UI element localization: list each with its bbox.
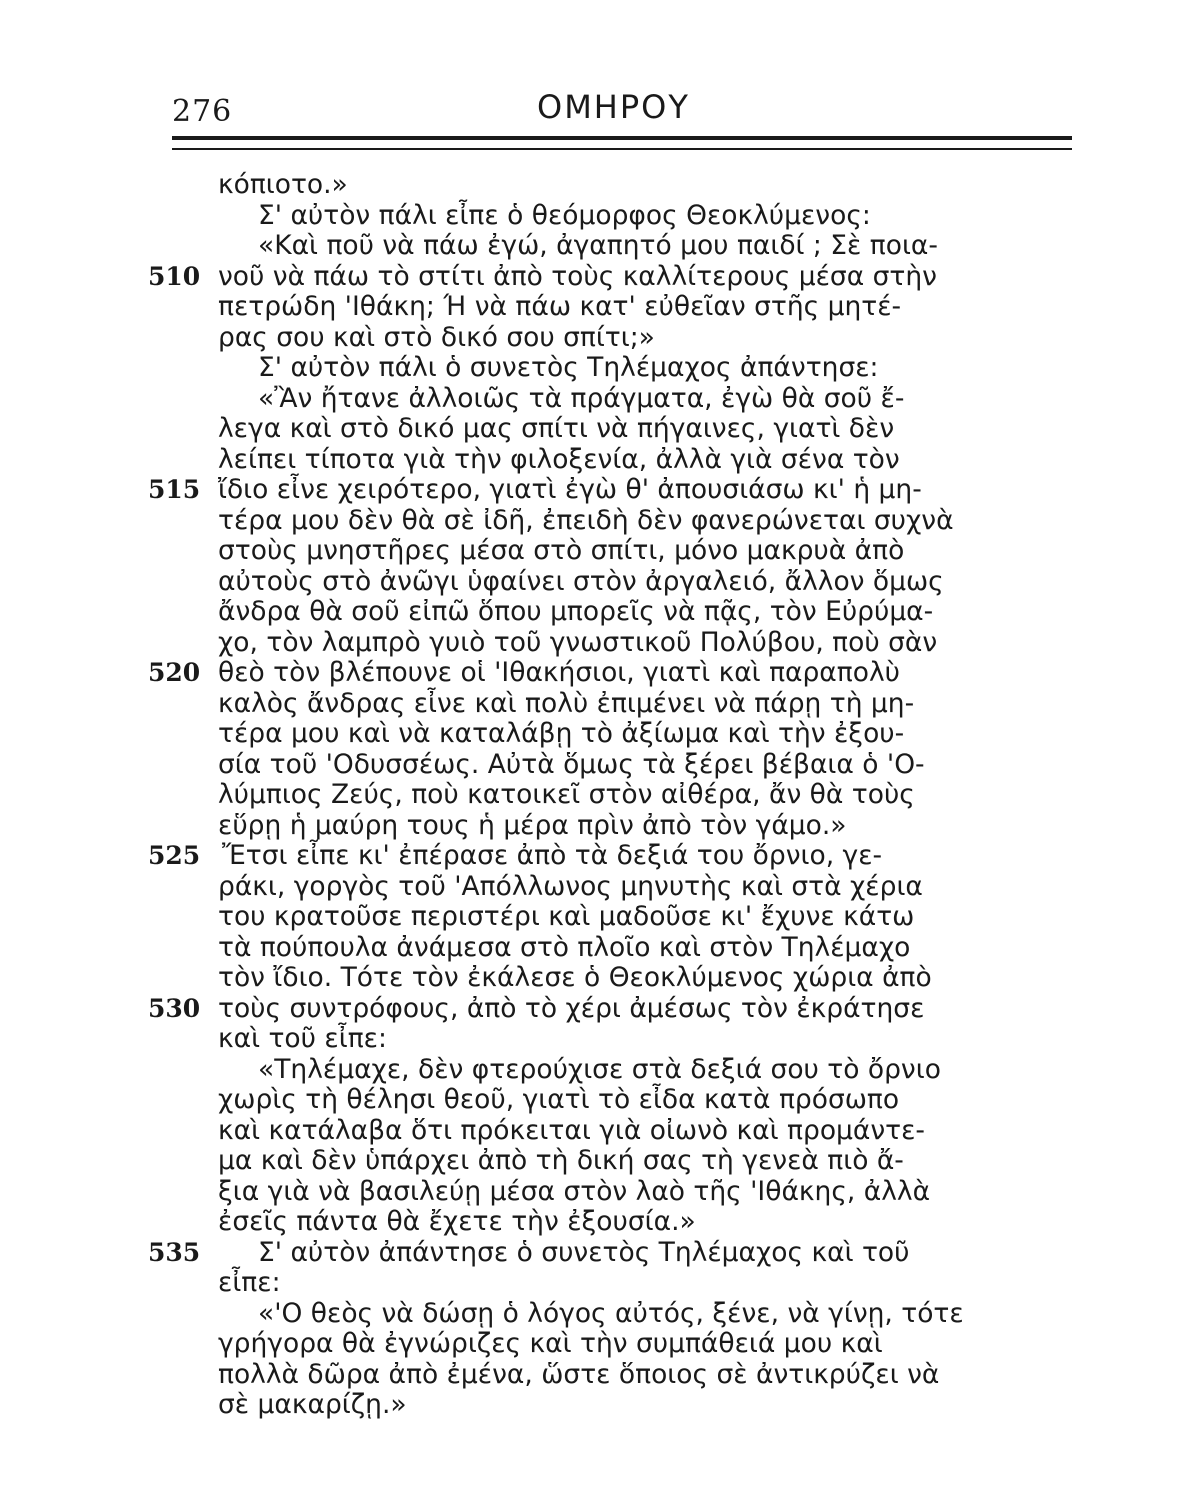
text-line	[0, 1207, 1177, 1238]
line-number: 535	[148, 1237, 201, 1267]
line-number: 515	[148, 475, 201, 504]
line-text: καλὸς ἄνδρας εἶνε καὶ πολὺ ἐπιμένει νὰ πάρῃ τὴ μη-	[218, 687, 915, 719]
text-line	[0, 536, 1177, 567]
text-line	[0, 1116, 1177, 1147]
text-line	[0, 445, 1177, 476]
line-text: κόπιοτο.»	[218, 169, 348, 200]
text-line	[0, 1329, 1177, 1360]
text-line	[0, 902, 1177, 933]
text-line	[0, 1024, 1177, 1055]
line-text: πετρώδη 'Ιθάκη; Ή νὰ πάω κατ' εὐθεῖαν στῆς μητέ-	[218, 291, 902, 322]
line-text: «Καὶ ποῦ νὰ πάω ἐγώ, ἀγαπητό μου παιδί ; Σὲ ποια-	[258, 230, 938, 261]
line-text: ρας σου καὶ στὸ δικό σου σπίτι;»	[218, 321, 655, 353]
text-line	[0, 201, 1177, 232]
text-line	[0, 323, 1177, 354]
text-line	[0, 689, 1177, 720]
text-line	[0, 719, 1177, 750]
line-number: 520	[148, 658, 201, 687]
text-line	[0, 170, 1177, 201]
text-line	[0, 963, 1177, 994]
text-line	[0, 1085, 1177, 1116]
text-line	[0, 811, 1177, 842]
line-text: Ἔτσι εἶπε κι' ἐπέρασε ἀπὸ τὰ δεξιά του ὄρνιο, γε-	[222, 840, 883, 871]
line-text: Σ' αὐτὸν πάλι ὁ συνετὸς Τηλέμαχος ἀπάντησε:	[258, 352, 879, 383]
text-line	[0, 506, 1177, 537]
text-line	[0, 1238, 1177, 1269]
text-line	[0, 262, 1177, 293]
text-line	[0, 780, 1177, 811]
line-text: τὸν ἴδιο. Τότε τὸν ἐκάλεσε ὁ Θεοκλύμενος χώρια ἀπὸ	[218, 962, 932, 993]
line-text: σία τοῦ 'Οδυσσέως. Αὐτὰ ὅμως τὰ ξέρει βέβαια ὁ 'Ο-	[218, 748, 925, 780]
line-text: λεγα καὶ στὸ δικό μας σπίτι νὰ πήγαινες, γιατὶ δὲν	[218, 413, 895, 444]
line-text: καὶ κατάλαβα ὅτι πρόκειται γιὰ οἰωνὸ καὶ προμάντε-	[218, 1114, 925, 1146]
text-line	[0, 292, 1177, 323]
line-text: ἐσεῖς πάντα θὰ ἔχετε τὴν ἐξουσία.»	[218, 1206, 696, 1237]
line-text: ράκι, γοργὸς τοῦ 'Απόλλωνος μηνυτὴς καὶ στὰ χέρια	[218, 870, 923, 902]
line-text: τέρα μου δὲν θὰ σὲ ἰδῆ, ἐπειδὴ δὲν φανερώνεται συχνὰ	[218, 504, 954, 536]
line-number: 525	[148, 841, 201, 870]
line-text: εὕρῃ ἡ μαύρη τους ἡ μέρα πρὶν ἀπὸ τὸν γάμο.»	[218, 809, 847, 841]
line-text: τέρα μου καὶ νὰ καταλάβῃ τὸ ἀξίωμα καὶ τὴν ἐξου-	[218, 718, 905, 749]
line-text: χο, τὸν λαμπρὸ γυιὸ τοῦ γνωστικοῦ Πολύβου, ποὺ σὰν	[218, 626, 938, 658]
line-text: μα καὶ δὲν ὑπάρχει ἀπὸ τὴ δική σας τὴ γενεὰ πιὸ ἄ-	[218, 1145, 904, 1176]
text-line	[0, 933, 1177, 964]
text-line	[0, 231, 1177, 262]
text-line	[0, 1360, 1177, 1391]
text-line	[0, 658, 1177, 689]
text-line	[0, 841, 1177, 872]
text-line	[0, 597, 1177, 628]
line-text: «Τηλέμαχε, δὲν φτερούχισε στὰ δεξιά σου τὸ ὄρνιο	[258, 1053, 941, 1085]
text-line	[0, 1390, 1177, 1421]
text-line	[0, 384, 1177, 415]
text-line	[0, 1177, 1177, 1208]
text-line	[0, 414, 1177, 445]
text-line	[0, 994, 1177, 1025]
text-line	[0, 1146, 1177, 1177]
line-text: ἴδιο εἶνε χειρότερο, γιατὶ ἐγὼ θ' ἀπουσιάσω κι' ἡ μη-	[218, 474, 922, 505]
line-text: τοὺς συντρόφους, ἀπὸ τὸ χέρι ἀμέσως τὸν ἐκράτησε	[218, 992, 925, 1024]
text-line	[0, 353, 1177, 384]
text-line	[0, 475, 1177, 506]
line-number: 530	[148, 993, 201, 1023]
line-text: τὰ πούπουλα ἀνάμεσα στὸ πλοῖο καὶ στὸν Τηλέμαχο	[218, 931, 911, 963]
text-line	[0, 872, 1177, 903]
line-text: ξια γιὰ νὰ βασιλεύῃ μέσα στὸν λαὸ τῆς 'Ιθάκης, ἀλλὰ	[218, 1175, 931, 1207]
line-text: χωρὶς τὴ θέλησι θεοῦ, γιατὶ τὸ εἶδα κατὰ πρόσωπο	[218, 1084, 900, 1115]
line-text: αὐτοὺς στὸ ἀνῶγι ὑφαίνει στὸν ἀργαλειό, ἄλλον ὅμως	[218, 565, 944, 597]
text-body	[0, 170, 1177, 1421]
text-line	[0, 1055, 1177, 1086]
header-rule-thin	[172, 148, 1072, 150]
header-rule-thick	[172, 136, 1072, 140]
page-number: 276	[172, 94, 233, 129]
line-text: Σ' αὐτὸν πάλι εἶπε ὁ θεόμορφος Θεοκλύμενος:	[258, 199, 871, 231]
line-text: του κρατοῦσε περιστέρι καὶ μαδοῦσε κι' ἔχυνε κάτω	[218, 901, 915, 932]
text-line	[0, 1268, 1177, 1299]
line-text: πολλὰ δῶρα ἀπὸ ἐμένα, ὥστε ὅποιος σὲ ἀντικρύζει νὰ	[218, 1358, 940, 1390]
line-text: «'Ο θεὸς νὰ δώσῃ ὁ λόγος αὐτός, ξένε, νὰ γίνῃ, τότε	[258, 1297, 964, 1329]
line-text: εἶπε:	[218, 1267, 281, 1298]
text-line	[0, 1299, 1177, 1330]
text-line	[0, 750, 1177, 781]
text-line	[0, 628, 1177, 659]
line-text: νοῦ νὰ πάω τὸ στίτι ἀπὸ τοὺς καλλίτερους μέσα στὴν	[218, 260, 937, 292]
line-text: καὶ τοῦ εἶπε:	[218, 1023, 387, 1054]
text-line	[0, 567, 1177, 598]
line-text: Σ' αὐτὸν ἀπάντησε ὁ συνετὸς Τηλέμαχος καὶ τοῦ	[258, 1236, 910, 1268]
line-text: γρήγορα θὰ ἐγνώριζες καὶ τὴν συμπάθειά μου καὶ	[218, 1328, 883, 1359]
line-text: στοὺς μνηστῆρες μέσα στὸ σπίτι, μόνο μακρυὰ ἀπὸ	[218, 535, 905, 566]
line-text: σὲ μακαρίζῃ.»	[218, 1389, 407, 1420]
line-text: λείπει τίποτα γιὰ τὴν φιλοξενία, ἀλλὰ γιὰ σένα τὸν	[218, 443, 900, 475]
running-head: ΟΜΗΡΟΥ	[537, 88, 690, 126]
line-text: θεὸ τὸν βλέπουνε οἱ 'Ιθακήσιοι, γιατὶ καὶ παραπολὺ	[218, 657, 900, 688]
line-text: ἄνδρα θὰ σοῦ εἰπῶ ὅπου μπορεῖς νὰ πᾷς, τὸν Εὐρύμα-	[218, 596, 934, 627]
line-text: «Ἂν ἤτανε ἀλλοιῶς τὰ πράγματα, ἐγὼ θὰ σοῦ ἔ-	[258, 382, 905, 414]
line-number: 510	[148, 261, 201, 291]
line-text: λύμπιος Ζεύς, ποὺ κατοικεῖ στὸν αἰθέρα, ἄν θὰ τοὺς	[218, 779, 915, 810]
